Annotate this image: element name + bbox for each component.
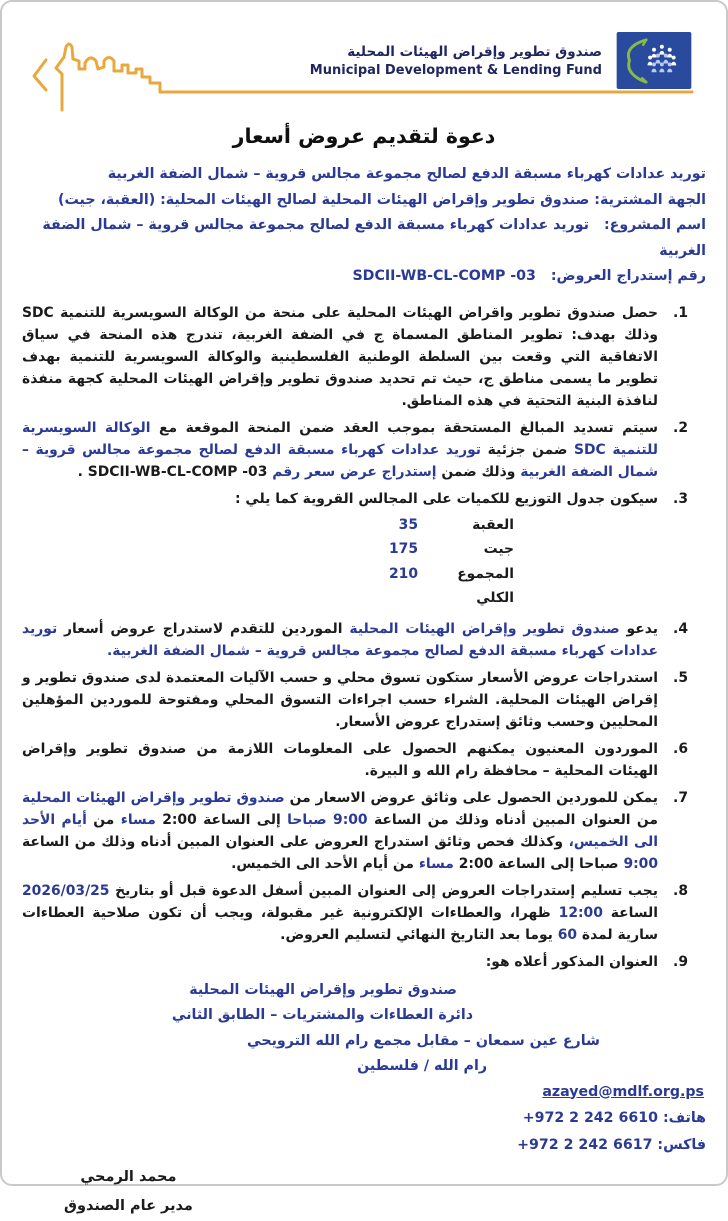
doc-title: دعوة لتقديم عروض أسعار bbox=[232, 124, 496, 148]
project-name-text: توريد عدادات كهرباء مسبقة الدفع لصالح مجموعة مجالس قروية – شمال الضفة الغربية bbox=[42, 217, 706, 259]
address-line: رام الله / فلسطين bbox=[357, 1058, 487, 1074]
address-block bbox=[22, 978, 706, 1160]
project-name-line bbox=[22, 213, 706, 264]
address-line: شارع عين سمعان – مقابل مجمع رام الله الترويحي bbox=[247, 1032, 600, 1049]
item-text: يدعو صندوق تطوير وإقراض الهيئات المحلية الموردين للتقدم لاستدراج عروض أسعار توريد عدادات كهرباء مسبقة الدفع لصالح مجموعة مجالس قروية – شمال الضفة الغربية. bbox=[22, 620, 658, 659]
row-label: المجموع الكلي bbox=[457, 565, 514, 606]
brand bbox=[310, 44, 602, 78]
item-text-lead: سيكون جدول التوزيع للكميات على المجالس القروية كما يلي : bbox=[235, 490, 658, 507]
numbered-items bbox=[22, 302, 706, 973]
project-name-label: اسم المشروع: bbox=[603, 217, 706, 233]
rfq-number-code: SDCII-WB-CL-COMP -03 bbox=[352, 268, 536, 284]
fax-number: +972 2 242 6617 bbox=[517, 1137, 653, 1153]
item-text: يجب تسليم إستدراجات العروض إلى العنوان المبين أسفل الدعوة قبل أو بتاريخ 2026/03/25 الساعة 12:00 ظهرا، والعطاءات الإلكترونية غير مقبولة، ويجب أن تكون صلاحية العطاءات سارية لمدة 60 يوما بعد التاريخ النهائي لتسليم العروض. bbox=[22, 882, 658, 943]
row-label: العقبة bbox=[472, 516, 514, 533]
item-number: 5. bbox=[673, 669, 688, 686]
item-text: الموردون المعنيون يمكنهم الحصول على المعلومات اللازمة من صندوق تطوير وإقراض الهيئات المحلية – محافظة رام الله و البيرة. bbox=[22, 740, 658, 779]
item-number: 6. bbox=[673, 740, 688, 757]
item-number: 9. bbox=[673, 953, 688, 970]
item-text: استدراجات عروض الأسعار ستكون تسوق محلي و حسب الآليات المعتمدة لدى صندوق تطوير و إقراض الهيئات المحلية. الشراء حسب اجراءات التسوق المحلي ومفتوحة للموردين المؤهلين المحليين وحسب وثائق إستدراج عروض الأسعار. bbox=[22, 669, 658, 730]
rfq-number-line bbox=[22, 264, 706, 290]
item-text: العنوان المذكور أعلاه هو: bbox=[485, 953, 658, 970]
signatory-title: مدير عام الصندوق bbox=[64, 1198, 193, 1214]
address-line: دائرة العطاءات والمشتريات – الطابق الثاني bbox=[171, 1007, 473, 1023]
row-label: جيت bbox=[483, 541, 514, 557]
item-number: 1. bbox=[673, 304, 688, 321]
address-line: صندوق تطوير وإقراض الهيئات المحلية bbox=[189, 981, 457, 998]
email-link[interactable]: azayed@mdlf.org.ps bbox=[542, 1083, 704, 1100]
purchasing-entity-line: الجهة المشترية: صندوق تطوير وإقراض الهيئات المحلية لصالح الهيئات المحلية: (العقبة، جيت) bbox=[58, 191, 706, 208]
item-number: 4. bbox=[673, 620, 688, 637]
fax-label: فاكس: bbox=[657, 1137, 706, 1153]
row-value: 175 bbox=[389, 541, 418, 557]
item-number: 8. bbox=[673, 882, 688, 899]
list-item-6 bbox=[22, 738, 706, 782]
item-number: 7. bbox=[673, 789, 688, 806]
list-item-7 bbox=[22, 787, 706, 875]
item-text: سيتم تسديد المبالغ المستحقة بموجب العقد ضمن المنحة الموقعة مع الوكالة السويسرية للتنمية SDC ضمن جزئية توريد عدادات كهرباء مسبقة الدفع لصالح مجموعة مجالس قروية – شمال الضفة الغربية وذلك ضمن إستدراج عرض سعر رقم SDCII-WB-CL-COMP -03 . bbox=[22, 419, 658, 480]
phone-label: هاتف: bbox=[662, 1110, 706, 1126]
rfq-number-label: رقم إستدراج العروض: bbox=[550, 268, 706, 284]
email-row bbox=[22, 1080, 706, 1106]
item-number: 3. bbox=[673, 490, 688, 507]
table-row bbox=[22, 562, 658, 611]
phone-number: +972 2 242 6610 bbox=[522, 1110, 658, 1126]
list-item-3 bbox=[22, 488, 706, 613]
item-number: 2. bbox=[673, 419, 688, 436]
list-item-8 bbox=[22, 880, 706, 946]
item-text: يمكن للموردين الحصول على وثائق عروض الاسعار من صندوق تطوير وإقراض الهيئات المحلية من العنوان المبين أدناه وذلك من الساعة 9:00 صباحا إلى الساعة 2:00 مساء من أيام الأحد الى الخميس، وكذلك فحص وثائق استدراج العروض على العنوان المبين أدناه وذلك من الساعة 9:00 صباحا إلى الساعة 2:00 مساء من أيام الأحد الى الخميس. bbox=[22, 789, 659, 872]
list-item-9 bbox=[22, 951, 706, 973]
row-value: 35 bbox=[398, 516, 418, 533]
signature-area bbox=[22, 1163, 706, 1221]
mdlf-logo-icon bbox=[616, 32, 692, 89]
list-item-4 bbox=[22, 618, 706, 662]
header bbox=[22, 16, 706, 118]
row-value: 210 bbox=[389, 565, 418, 582]
list-item-1 bbox=[22, 302, 706, 412]
signature-block bbox=[64, 1163, 193, 1221]
list-item-5 bbox=[22, 667, 706, 733]
signatory-name: محمد الرمحي bbox=[80, 1169, 177, 1185]
list-item-2 bbox=[22, 417, 706, 483]
item-text: حصل صندوق تطوير واقراض الهيئات المحلية على منحة من الوكالة السويسرية للتنمية SDC وذلك بهدف: تطوير المناطق المسماة ج في الضفة الغربية، تندرج هذه المنحة في سياق الاتفاقية التي وقعت بين السلطة الوطنية الفلسطينية والوكالة السويسرية للتنمية بهدف تطوير ما يسمى مناطق ج، حيث تم تحديد صندوق تطوير وإقراض الهيئات المحلية كجهة منفذة لنافذة البنية التحتية في هذه المناطق. bbox=[22, 304, 658, 409]
supply-subject-line: توريد عدادات كهرباء مسبقة الدفع لصالح مجموعة مجالس قروية – شمال الضفة الغربية bbox=[107, 166, 706, 182]
intro-block bbox=[22, 162, 706, 290]
brand-name-english: Municipal Development & Lending Fund bbox=[309, 63, 602, 78]
fax-line bbox=[22, 1132, 706, 1159]
phone-line bbox=[22, 1105, 706, 1132]
quantities-table bbox=[22, 513, 658, 611]
table-row bbox=[22, 537, 658, 562]
brand-name-arabic: صندوق تطوير وإقراض الهيئات المحلية bbox=[347, 44, 602, 60]
item-text bbox=[22, 488, 658, 613]
table-row bbox=[22, 513, 658, 538]
